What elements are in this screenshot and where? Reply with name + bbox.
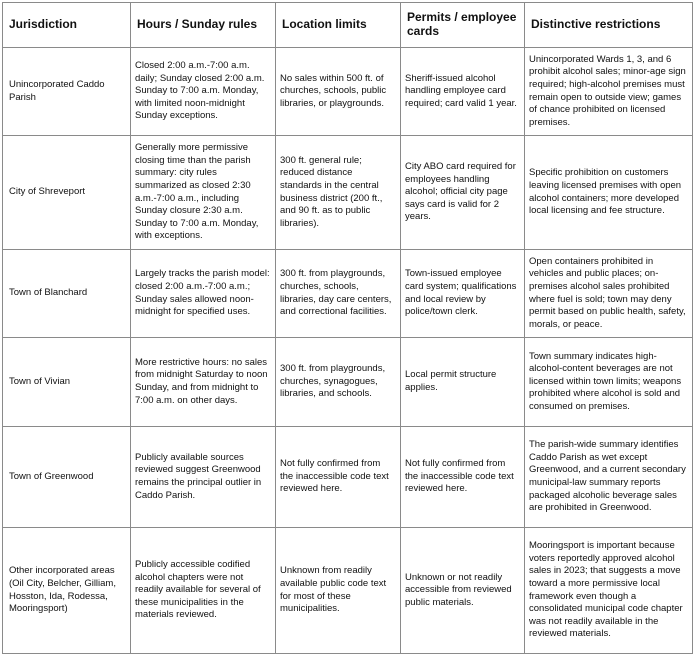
header-row [3,3,693,48]
table-row [3,136,693,250]
cell-permits: Sheriff-issued alcohol handling employee card required; card valid 1 year. [401,48,525,136]
cell-jurisdiction: Town of Greenwood [3,427,131,528]
cell-jurisdiction: Town of Vivian [3,338,131,427]
cell-restrictions: Specific prohibition on customers leaving licensed premises with open alcohol containers; more developed local licensing and fee structure. [525,136,693,250]
cell-location-limits: No sales within 500 ft. of churches, schools, public libraries, or playgrounds. [276,48,401,136]
cell-location-limits: 300 ft. from playgrounds, churches, synagogues, libraries, and schools. [276,338,401,427]
cell-restrictions: Mooringsport is important because voters reportedly approved alcohol sales in 2023; that suggests a move toward a more permissive local framework even though a consolidated municipal code chapter was not readily available in the reviewed materials. [525,528,693,654]
header-restrictions: Distinctive restrictions [525,3,693,48]
cell-jurisdiction: Unincorporated Caddo Parish [3,48,131,136]
table-row [3,427,693,528]
table-row [3,528,693,654]
table-row [3,338,693,427]
cell-hours: Publicly available sources reviewed suggest Greenwood remains the principal outlier in Caddo Parish. [131,427,276,528]
cell-location-limits: 300 ft. general rule; reduced distance standards in the central business district (200 ft., and 90 ft. as to public libraries). [276,136,401,250]
cell-hours: Closed 2:00 a.m.-7:00 a.m. daily; Sunday closed 2:00 a.m. Sunday to 7:00 a.m. Monday, with limited noon-midnight Sunday exceptions. [131,48,276,136]
header-permits: Permits / employee cards [401,3,525,48]
table-row [3,48,693,136]
cell-hours: Publicly accessible codified alcohol chapters were not readily available for several of these municipalities in the materials reviewed. [131,528,276,654]
cell-jurisdiction: Other incorporated areas (Oil City, Belcher, Gilliam, Hosston, Ida, Rodessa, Mooringsport) [3,528,131,654]
cell-jurisdiction: Town of Blanchard [3,250,131,338]
cell-location-limits: Not fully confirmed from the inaccessible code text reviewed here. [276,427,401,528]
cell-permits: Not fully confirmed from the inaccessible code text reviewed here. [401,427,525,528]
cell-permits: Local permit structure applies. [401,338,525,427]
cell-permits: Town-issued employee card system; qualifications and local review by police/town clerk. [401,250,525,338]
cell-restrictions: The parish-wide summary identifies Caddo Parish as wet except Greenwood, and a current secondary municipal-law summary reports packaged alcoholic beverage sales are prohibited in Greenwood. [525,427,693,528]
cell-hours: Largely tracks the parish model: closed 2:00 a.m.-7:00 a.m.; Sunday sales allowed noon-midnight for specified uses. [131,250,276,338]
header-location-limits: Location limits [276,3,401,48]
cell-hours: More restrictive hours: no sales from midnight Saturday to noon Sunday, and from midnight to 7:00 a.m. on other days. [131,338,276,427]
alcohol-regulations-table [2,2,693,654]
cell-permits: City ABO card required for employees handling alcohol; official city page says card is valid for 2 years. [401,136,525,250]
cell-permits: Unknown or not readily accessible from reviewed public materials. [401,528,525,654]
cell-location-limits: Unknown from readily available public code text for most of these municipalities. [276,528,401,654]
cell-restrictions: Unincorporated Wards 1, 3, and 6 prohibit alcohol sales; minor-age sign required; high-alcohol premises must remain open to outside view; games of chance prohibited on licensed premises. [525,48,693,136]
header-hours: Hours / Sunday rules [131,3,276,48]
cell-hours: Generally more permissive closing time than the parish summary: city rules summarized as closed 2:30 a.m.-7:00 a.m., including Sunday closure 2:30 a.m. Sunday to 7:00 a.m. Monday, with exceptions. [131,136,276,250]
cell-location-limits: 300 ft. from playgrounds, churches, schools, libraries, day care centers, and correctional facilities. [276,250,401,338]
cell-restrictions: Town summary indicates high-alcohol-content beverages are not licensed within town limits; weapons prohibited where alcohol is sold and consumed on premises. [525,338,693,427]
cell-restrictions: Open containers prohibited in vehicles and public places; on-premises alcohol sales prohibited where fuel is sold; town may deny permit based on public health, safety, morals, or peace. [525,250,693,338]
table-row [3,250,693,338]
cell-jurisdiction: City of Shreveport [3,136,131,250]
header-jurisdiction: Jurisdiction [3,3,131,48]
